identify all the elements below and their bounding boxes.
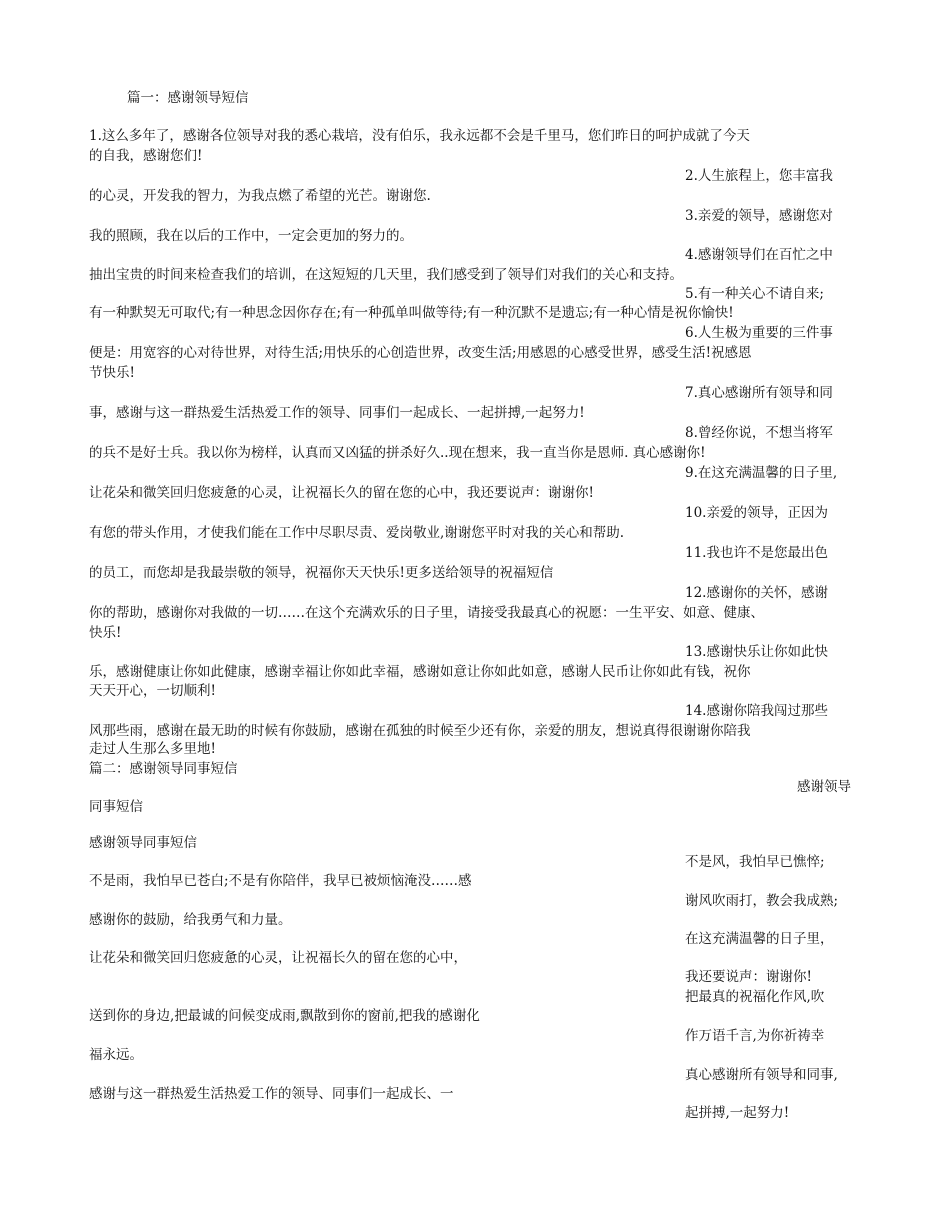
message-5-start: 5.有一种关心不请自来; bbox=[685, 286, 824, 302]
message-11-line: 的员工，而您却是我最崇敬的领导，祝福你天天快乐!更多送给领导的祝福短信 bbox=[89, 565, 554, 581]
message-14-line-2: 走过人生那么多里地! bbox=[89, 741, 216, 757]
message-3-start: 3.亲爱的领导，感谢您对 bbox=[685, 208, 833, 224]
message-10-line: 有您的带头作用，才使我们能在工作中尽职尽责、爱岗敬业,谢谢您平时对我的关心和帮助. bbox=[89, 525, 625, 541]
message-7-line: 事，感谢与这一群热爱生活热爱工作的领导、同事们一起成长、一起拼搏,一起努力! bbox=[89, 405, 585, 421]
message-12-start: 12.感谢你的关怀，感谢 bbox=[685, 585, 828, 601]
s2-left-2: 感谢领导同事短信 bbox=[89, 835, 197, 851]
message-14-line-1: 风那些雨，感谢在最无助的时候有你鼓励，感谢在孤独的时候至少还有你，亲爱的朋友，想说真得很谢谢你陪我 bbox=[89, 723, 751, 739]
section-2-title: 篇二：感谢领导同事短信 bbox=[89, 761, 238, 777]
s2-right-1: 感谢领导 bbox=[797, 779, 851, 795]
s2-left-4: 感谢你的鼓励，给我勇气和力量。 bbox=[89, 912, 292, 928]
s2-right-2: 不是风，我怕早已憔悴; bbox=[685, 854, 825, 870]
message-6-line-2: 节快乐! bbox=[89, 365, 135, 381]
message-1-line-1: 1.这么多年了，感谢各位领导对我的悉心栽培，没有伯乐，我永远都不会是千里马，您们昨日的呵护成就了今天 bbox=[89, 128, 750, 144]
message-6-line-1: 便是：用宽容的心对待世界，对待生活;用快乐的心创造世界，改变生活;用感恩的心感受世界，感受生活!祝感恩 bbox=[89, 345, 752, 361]
s2-right-5: 我还要说声：谢谢你! bbox=[685, 969, 812, 985]
message-13-start: 13.感谢快乐让你如此快 bbox=[685, 644, 828, 660]
s2-left-5: 让花朵和微笑回归您疲惫的心灵，让祝福长久的留在您的心中， bbox=[89, 950, 467, 966]
message-10-start: 10.亲爱的领导，正因为 bbox=[685, 505, 828, 521]
message-11-start: 11.我也许不是您最出色 bbox=[685, 545, 828, 561]
message-4-line: 抽出宝贵的时间来检查我们的培训，在这短短的几天里，我们感受到了领导们对我们的关心和支持。 bbox=[89, 267, 683, 283]
s2-left-6: 送到你的身边,把最诚的问候变成雨,飘散到你的窗前,把我的感谢化 bbox=[89, 1008, 480, 1024]
message-7-start: 7.真心感谢所有领导和同 bbox=[685, 385, 833, 401]
section-1-title: 篇一：感谢领导短信 bbox=[127, 90, 249, 106]
message-8-line: 的兵不是好士兵。我以你为榜样，认真而又凶猛的拼杀好久..现在想来，我一直当你是恩师. 真心感谢你! bbox=[89, 445, 706, 461]
s2-right-8: 真心感谢所有领导和同事, bbox=[685, 1067, 838, 1083]
message-6-start: 6.人生极为重要的三件事 bbox=[685, 325, 833, 341]
s2-right-6: 把最真的祝福化作风,吹 bbox=[685, 989, 825, 1005]
message-8-start: 8.曾经你说，不想当将军 bbox=[685, 425, 833, 441]
message-4-start: 4.感谢领导们在百忙之中 bbox=[685, 247, 833, 263]
s2-right-7: 作万语千言,为你祈祷幸 bbox=[685, 1028, 825, 1044]
message-12-line-1: 你的帮助，感谢你对我做的一切……在这个充满欢乐的日子里，请接受我最真心的祝愿：一生平安、如意、健康、 bbox=[89, 605, 764, 621]
message-2-line: 的心灵，开发我的智力，为我点燃了希望的光芒。谢谢您. bbox=[89, 188, 431, 204]
message-9-line: 让花朵和微笑回归您疲惫的心灵，让祝福长久的留在您的心中，我还要说声：谢谢你! bbox=[89, 485, 594, 501]
s2-left-3: 不是雨，我怕早已苍白;不是有你陪伴，我早已被烦恼淹没……感 bbox=[89, 873, 472, 889]
message-2-start: 2.人生旅程上，您丰富我 bbox=[685, 168, 833, 184]
message-1-line-2: 的自我，感谢您们! bbox=[89, 148, 203, 164]
s2-left-8: 感谢与这一群热爱生活热爱工作的领导、同事们一起成长、一 bbox=[89, 1086, 454, 1102]
message-13-line-2: 天天开心，一切顺利! bbox=[89, 683, 216, 699]
message-5-line: 有一种默契无可取代;有一种思念因你存在;有一种孤单叫做等待;有一种沉默不是遗忘;有一种心情是祝你愉快! bbox=[89, 305, 734, 321]
s2-right-9: 起拼搏,一起努力! bbox=[685, 1105, 790, 1121]
message-14-start: 14.感谢你陪我闯过那些 bbox=[685, 703, 828, 719]
message-12-line-2: 快乐! bbox=[89, 625, 122, 641]
message-13-line-1: 乐，感谢健康让你如此健康，感谢幸福让你如此幸福，感谢如意让你如此如意，感谢人民币让你如此有钱，祝你 bbox=[89, 664, 751, 680]
message-3-line: 我的照顾，我在以后的工作中，一定会更加的努力的。 bbox=[89, 228, 413, 244]
s2-right-4: 在这充满温馨的日子里， bbox=[685, 931, 834, 947]
message-9-start: 9.在这充满温馨的日子里, bbox=[685, 465, 838, 481]
s2-left-7: 福永远。 bbox=[89, 1047, 143, 1063]
s2-right-3: 谢风吹雨打，教会我成熟; bbox=[685, 893, 839, 909]
s2-left-1: 同事短信 bbox=[89, 799, 143, 815]
